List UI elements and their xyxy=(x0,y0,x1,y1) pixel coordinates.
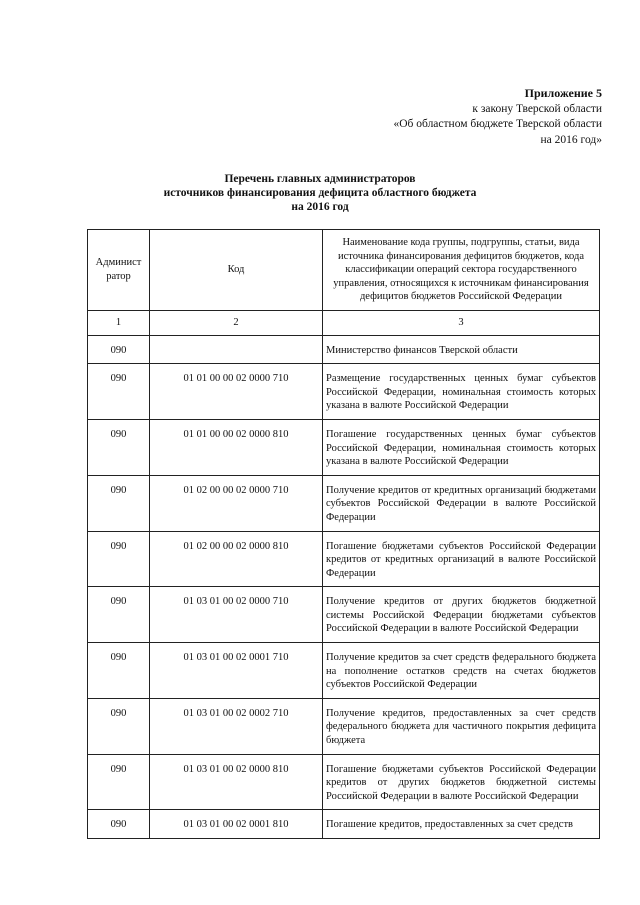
admin-cell: 090 xyxy=(88,643,150,699)
table-row xyxy=(88,335,600,364)
appendix-reference xyxy=(302,86,602,148)
admin-cell: 090 xyxy=(88,754,150,810)
appendix-line-3: на 2016 год» xyxy=(540,133,602,146)
name-cell: Получение кредитов, предоставленных за счет средств федерального бюджета для частичного покрытия дефицита бюджета xyxy=(323,698,600,754)
column-number-2: 2 xyxy=(150,310,323,335)
code-cell: 01 02 00 00 02 0000 710 xyxy=(150,475,323,531)
heading-line-2: источников финансирования дефицита областного бюджета xyxy=(163,187,477,199)
appendix-line-2: «Об областном бюджете Тверской области xyxy=(393,118,602,130)
code-cell: 01 02 00 00 02 0000 810 xyxy=(150,531,323,587)
table-row xyxy=(88,587,600,643)
appendix-line-1: к закону Тверской области xyxy=(472,102,602,115)
name-cell: Размещение государственных ценных бумаг субъектов Российской Федерации, номинальная стоимость которых указана в валюте Российской Федерации xyxy=(323,364,600,420)
column-header-name: Наименование кода группы, подгруппы, статьи, вида источника финансирования дефицитов бюджетов, кода классификации операций сектора государственного управления, относящихся к источникам финансирования дефицитов бюджетов Российской Федерации xyxy=(323,230,600,311)
code-cell: 01 03 01 00 02 0001 810 xyxy=(150,810,323,839)
admin-cell: 090 xyxy=(88,698,150,754)
table-row xyxy=(88,419,600,475)
column-header-admin: Админист ратор xyxy=(88,230,150,311)
name-cell: Погашение бюджетами субъектов Российской Федерации кредитов от других бюджетов бюджетной системы Российской Федерации в валюте Российской Федерации xyxy=(323,754,600,810)
table-row xyxy=(88,810,600,839)
name-cell: Погашение кредитов, предоставленных за счет средств xyxy=(323,810,600,839)
table-row xyxy=(88,754,600,810)
admin-cell: 090 xyxy=(88,335,150,364)
table-row xyxy=(88,531,600,587)
table-row xyxy=(88,643,600,699)
code-cell: 01 01 00 00 02 0000 810 xyxy=(150,419,323,475)
admin-cell: 090 xyxy=(88,810,150,839)
table-row xyxy=(88,698,600,754)
heading-line-1: Перечень главных администраторов xyxy=(224,173,416,185)
appendix-title: Приложение 5 xyxy=(524,86,602,100)
code-cell: 01 01 00 00 02 0000 710 xyxy=(150,364,323,420)
table-row xyxy=(88,364,600,420)
name-cell: Погашение бюджетами субъектов Российской Федерации кредитов от кредитных организаций в валюте Российской Федерации xyxy=(323,531,600,587)
heading-line-3: на 2016 год xyxy=(291,201,349,213)
table-row xyxy=(88,475,600,531)
name-cell: Получение кредитов за счет средств федерального бюджета на пополнение остатков средств на счетах бюджетов субъектов Российской Федерации xyxy=(323,643,600,699)
column-number-3: 3 xyxy=(323,310,600,335)
admin-cell: 090 xyxy=(88,364,150,420)
code-cell: 01 03 01 00 02 0000 710 xyxy=(150,587,323,643)
name-cell: Министерство финансов Тверской области xyxy=(323,335,600,364)
name-cell: Погашение государственных ценных бумаг субъектов Российской Федерации, номинальная стоимость которых указана в валюте Российской Федерации xyxy=(323,419,600,475)
admin-cell: 090 xyxy=(88,587,150,643)
document-heading xyxy=(0,172,640,214)
admin-cell: 090 xyxy=(88,419,150,475)
administrators-table xyxy=(87,229,600,839)
name-cell: Получение кредитов от кредитных организаций бюджетами субъектов Российской Федерации в валюте Российской Федерации xyxy=(323,475,600,531)
admin-cell: 090 xyxy=(88,475,150,531)
column-numbers-row xyxy=(88,310,600,335)
code-cell: 01 03 01 00 02 0000 810 xyxy=(150,754,323,810)
admin-cell: 090 xyxy=(88,531,150,587)
column-header-code: Код xyxy=(150,230,323,311)
table-header-row xyxy=(88,230,600,311)
code-cell xyxy=(150,335,323,364)
code-cell: 01 03 01 00 02 0002 710 xyxy=(150,698,323,754)
name-cell: Получение кредитов от других бюджетов бюджетной системы Российской Федерации бюджетами субъектов Российской Федерации в валюте Российской Федерации xyxy=(323,587,600,643)
code-cell: 01 03 01 00 02 0001 710 xyxy=(150,643,323,699)
column-number-1: 1 xyxy=(88,310,150,335)
